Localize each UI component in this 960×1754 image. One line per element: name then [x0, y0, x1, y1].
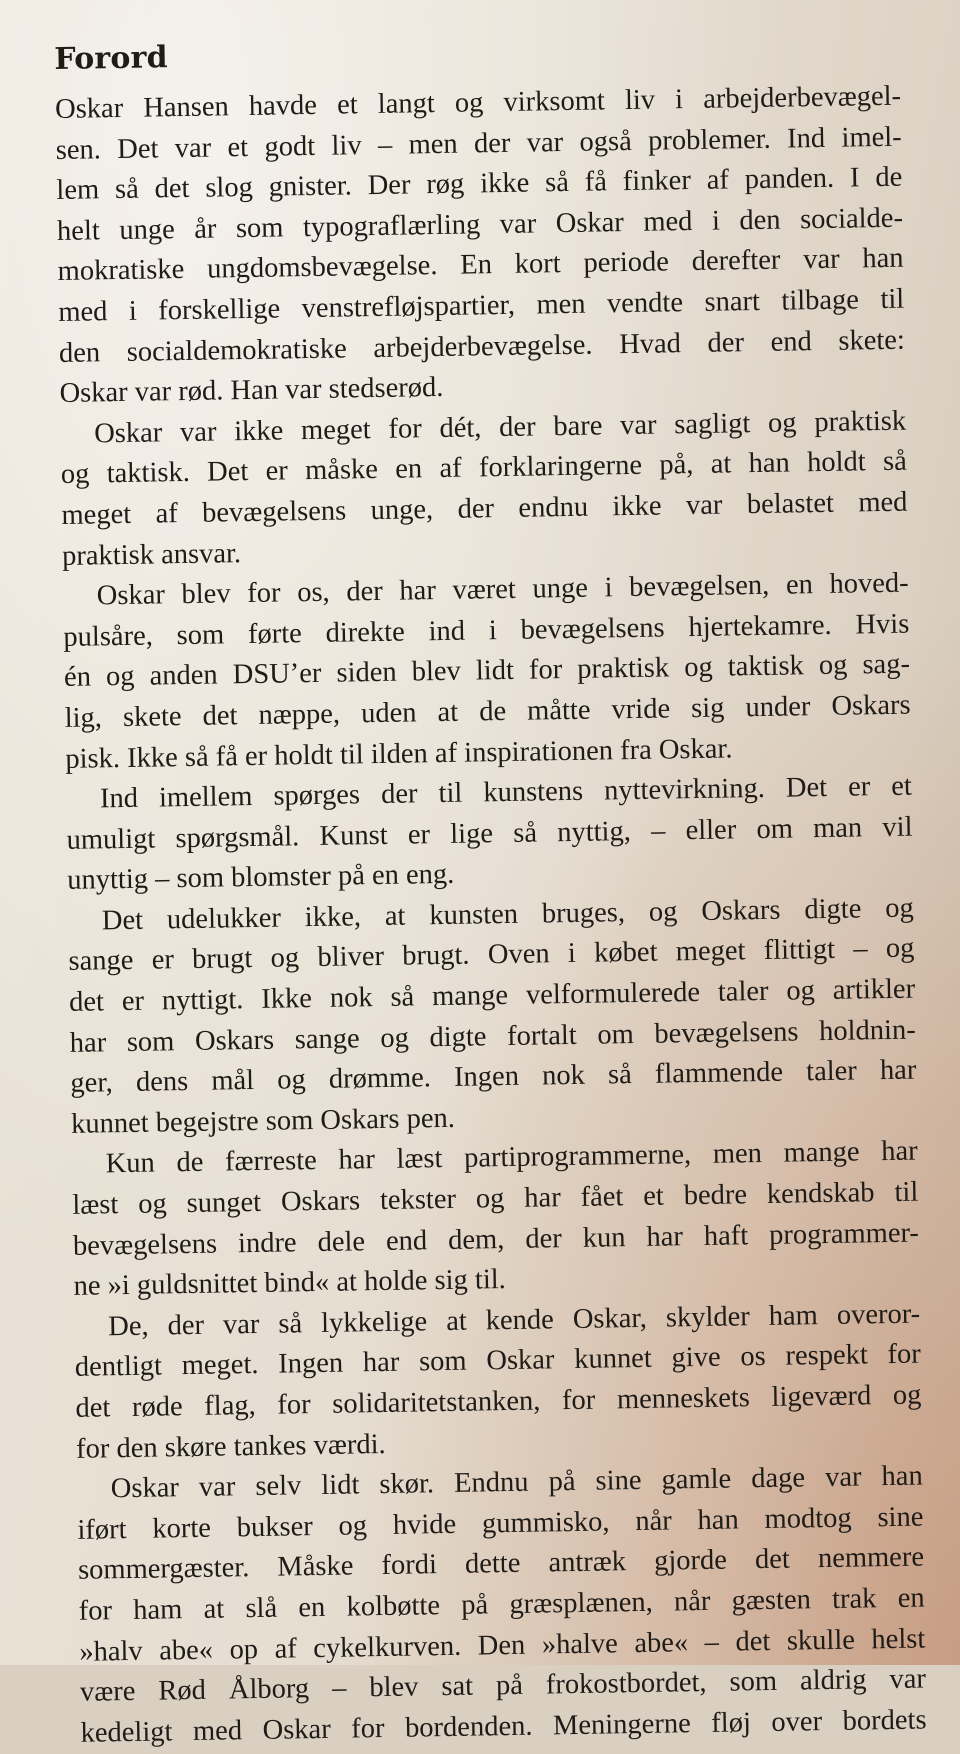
text-line: ne »i guldsnittet bind« at holde sig til.	[73, 1264, 507, 1303]
text-line: Ind imellem spørges der til kunstens nyttevirkning. Det er et	[99, 770, 913, 815]
paragraph	[71, 1132, 919, 1308]
text-line: kedeligt med Oskar for bordenden. Meningerne fløj over bordets	[80, 1704, 927, 1749]
text-line: sen. Det var et godt liv – men der var også problemer. Ind imel-	[55, 121, 902, 166]
text-line: Oskar blev for os, der har været unge i bevægelsen, en hoved-	[96, 567, 909, 612]
paragraph	[68, 888, 918, 1145]
text-line: mokratiske ungdomsbevægelse. En kort periode derefter var han	[57, 243, 904, 288]
text-line: være Rød Ålborg – blev sat på frokostbordet, som aldrig var	[79, 1663, 927, 1708]
text-line: den socialdemokratiske arbejderbevægelse. Hvad der end skete:	[58, 324, 906, 369]
text-line: pisk. Ikke så få er holdt til ilden af inspirationen fra Oskar.	[65, 732, 733, 775]
text-line: De, der var så lykkelige at kende Oskar, skylder ham overor-	[108, 1298, 921, 1343]
text-line: sommergæster. Måske fordi dette antræk gjorde det nemmere	[77, 1541, 925, 1587]
text-line: læst og sunget Oskars tekster og har fået et bedre kendskab til	[72, 1176, 919, 1221]
page-text	[54, 25, 927, 1754]
text-line: Det udelukker ikke, at kunsten bruges, og Oskars digte og	[101, 892, 915, 937]
text-line: Oskar var selv lidt skør. Endnu på sine gamle dage var han	[110, 1460, 923, 1505]
paragraph	[62, 564, 911, 780]
text-line: lig, skete det næppe, uden at de måtte vride sig under Oskars	[64, 689, 911, 734]
text-line: Kun de færreste har læst partiprogrammerne, men mange har	[105, 1136, 918, 1180]
body-text	[55, 77, 927, 1754]
text-line: kunnet begejstre som Oskars pen.	[70, 1102, 456, 1140]
text-line: praktisk ansvar.	[61, 537, 242, 572]
text-line: bevægelsens indre dele end dem, der kun har haft programmer-	[72, 1217, 920, 1262]
paragraph	[74, 1294, 922, 1470]
text-line: pulsåre, som førte direkte ind i bevægelsens hjertekamre. Hvis	[63, 608, 910, 653]
text-line: »halv abe« op af cykelkurven. Den »halve abe« – det skulle helst	[79, 1623, 926, 1668]
page-heading: Forord	[54, 40, 169, 77]
text-line: har som Oskars sange og digte fortalt om bevægelsens holdnin-	[69, 1014, 916, 1059]
text-line: og taktisk. Det er måske en af forklaringerne på, at han holdt så	[60, 446, 908, 491]
text-line: for ham at slå en kolbøtte på græsplænen, når gæsten trak en	[78, 1582, 925, 1627]
text-line: meget af bevægelsens unge, der endnu ikke var belastet med	[61, 486, 908, 531]
text-line: lem så det slog gnister. Der røg ikke så få finker af panden. I de	[56, 161, 903, 207]
paragraph	[55, 77, 906, 415]
text-line: ger, dens mål og drømme. Ingen nok så flammende taler har	[70, 1054, 917, 1100]
text-line: iført korte bukser og hvide gummisko, når han modtog sine	[77, 1501, 924, 1546]
text-line: umuligt spørgsmål. Kunst er lige så nyttig, – eller om man vil	[66, 811, 913, 856]
text-line: helt unge år som typograflærling var Oskar med i den socialde-	[56, 202, 904, 247]
text-line: én og anden DSU’er siden blev lidt for praktisk og taktisk og sag-	[63, 648, 911, 694]
text-line: unyttig – som blomster på en eng.	[66, 859, 455, 897]
text-line: Oskar var rød. Han var stedserød.	[59, 372, 444, 410]
paragraph	[76, 1457, 926, 1754]
text-line: sange er brugt og bliver brugt. Oven i købet meget flittigt – og	[68, 933, 915, 978]
text-line: det røde flag, for solidaritetstanken, for menneskets ligeværd og	[75, 1379, 922, 1424]
text-line: for den skøre tankes værdi.	[75, 1428, 386, 1465]
text-line: Oskar Hansen havde et langt og virksomt liv i arbejderbevægel-	[54, 80, 902, 125]
paragraph	[60, 401, 908, 577]
text-line: det er nyttigt. Ikke nok så mange velformulerede taler og artikler	[68, 973, 916, 1018]
text-line: med i forskellige venstrefløjspartier, men vendte snart tilbage til	[58, 283, 905, 328]
text-line: Oskar var ikke meget for dét, der bare var sagligt og praktisk	[93, 405, 907, 450]
paragraph	[66, 767, 914, 902]
text-line: dentligt meget. Ingen har som Oskar kunnet give os respekt for	[74, 1338, 922, 1384]
